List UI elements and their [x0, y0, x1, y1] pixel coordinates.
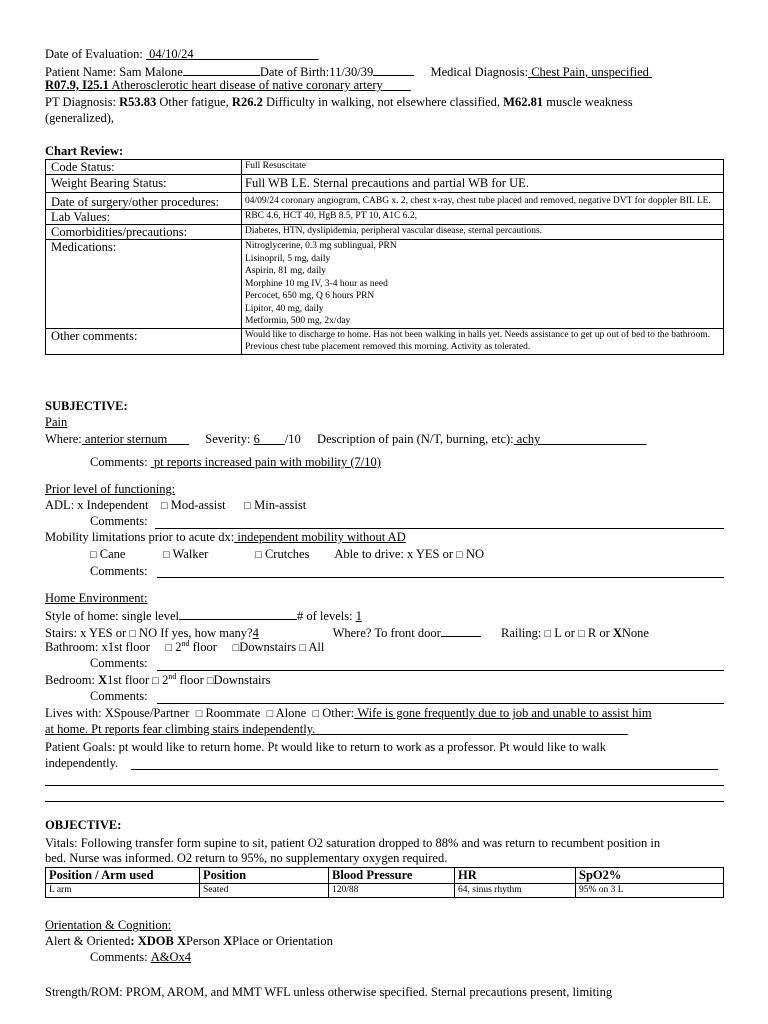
bathroom-2nd-checkbox[interactable]: □ — [165, 642, 173, 654]
person-mark[interactable]: X — [176, 934, 186, 948]
assistive-device-line — [90, 547, 484, 563]
drive-label: Able to drive: x YES or — [334, 547, 454, 561]
severity-value — [254, 432, 285, 446]
adl-mod-checkbox[interactable]: □ — [160, 500, 168, 512]
pain-where-line — [45, 432, 647, 447]
adl-independent-option[interactable]: x Independent — [77, 498, 149, 512]
railing-none-mark[interactable]: X — [612, 626, 622, 640]
col-header-hr: HR — [455, 868, 576, 884]
bedroom-comments-rule[interactable] — [157, 703, 724, 704]
icd-codes: R07.9, I25.1 — [45, 78, 109, 92]
patient-goals-text: Patient Goals: pt would like to return home. Pt would like to return to work as a professor. Pt would like to walk — [45, 740, 607, 754]
adl-mod-label: Mod-assist — [170, 498, 226, 512]
pain-comment-text: pt reports increased pain with mobility (7/10) — [153, 455, 381, 469]
medical-diagnosis-label: Medical Diagnosis: — [430, 65, 529, 79]
comorbidities-value: Diabetes, HTN, dyslipidemia, peripheral vascular disease, sternal percautions. — [242, 225, 724, 240]
pain-heading: Pain — [45, 415, 68, 429]
icd-line-underlined — [45, 78, 411, 92]
pt-dx-desc-1: Other fatigue, — [159, 95, 229, 109]
bathroom-comments-line — [90, 656, 148, 671]
patient-goals-line — [45, 740, 606, 755]
icd-line — [45, 78, 411, 93]
medication-item: Lisinopril, 5 mg, daily — [245, 253, 331, 264]
pt-dx-desc-3: muscle weakness — [546, 95, 633, 109]
patient-name-fill — [183, 63, 260, 76]
cell-arm: L arm — [46, 884, 200, 898]
comments-label: Comments: — [90, 564, 148, 578]
adl-min-checkbox[interactable]: □ — [244, 500, 252, 512]
home-style-line — [45, 607, 507, 624]
dob-label: Date of Birth: — [259, 65, 330, 79]
patient-goals-line-2 — [45, 756, 118, 771]
bathroom-all-label: All — [308, 640, 325, 654]
dob-value: 11/30/39 — [329, 65, 374, 79]
patient-goals-text-2: independently. — [45, 756, 119, 770]
other-text-2: at home. Pt reports fear climbing stairs independently. — [45, 722, 316, 736]
levels-label: # of levels: — [297, 609, 353, 623]
medication-item: Aspirin, 81 mg, daily — [245, 266, 327, 276]
home-environment-heading: Home Environment: — [45, 591, 148, 605]
walker-label: Walker — [172, 547, 209, 561]
eval-date-value — [146, 47, 319, 61]
orientation-heading: Orientation & Cognition: — [45, 918, 172, 932]
weight-bearing-label: Weight Bearing Status: — [46, 175, 242, 193]
bedroom-2nd-checkbox[interactable]: □ — [152, 675, 159, 687]
bedroom-1st-label: 1st floor — [107, 673, 150, 687]
eval-date-text: 04/10/24 — [149, 47, 194, 61]
eval-date-line — [45, 47, 319, 62]
comments-label: Comments: — [90, 656, 148, 670]
mobility-value — [234, 530, 702, 545]
bedroom-1st-mark[interactable]: X — [98, 673, 108, 687]
bathroom-2nd-suffix: nd — [181, 638, 190, 648]
medication-item: Percocet, 650 mg, Q 6 hours PRN — [245, 291, 375, 301]
railing-l-label: L or — [554, 626, 575, 640]
pain-description-label: Description of pain (N/T, burning, etc): — [317, 432, 514, 446]
cell-position: Seated — [200, 884, 329, 898]
other-checkbox[interactable]: □ — [312, 708, 320, 720]
pain-description-value — [514, 432, 647, 446]
comments-label: Comments: — [90, 950, 148, 964]
mobility-comments-rule[interactable] — [157, 577, 724, 578]
cell-spo2: 95% on 3 L — [576, 884, 724, 898]
objective-title: OBJECTIVE: — [45, 818, 122, 832]
table-header-row — [46, 868, 724, 884]
pt-dx-desc-2: Difficulty in walking, not elsewhere classified, — [265, 95, 501, 109]
cane-label: Cane — [99, 547, 126, 561]
medication-item: Metformin, 500 mg, 2x/day — [245, 316, 351, 326]
cane-checkbox[interactable]: □ — [90, 549, 97, 561]
goals-rule-1[interactable] — [131, 769, 718, 770]
medication-item: Morphine 10 mg IV, 3-4 hour as need — [245, 278, 388, 289]
bathroom-downstairs-label: Downstairs — [239, 640, 297, 654]
surgery-value: 04/09/24 coronary angiogram, CABG x. 2, chest x-ray, chest tube placed and removed, negative DVT for doppler BIL LE. — [242, 193, 724, 210]
pt-diagnosis-line — [45, 95, 633, 110]
railing-label: Railing: — [501, 626, 542, 640]
place-mark[interactable]: X — [223, 934, 233, 948]
levels-value — [356, 609, 507, 624]
chart-review-title: Chart Review: — [45, 144, 124, 158]
other-value — [354, 706, 651, 720]
adl-line — [45, 498, 306, 514]
where-text: anterior sternum — [84, 432, 168, 446]
stairs-count-text: 4 — [252, 626, 259, 640]
bathroom-comments-rule[interactable] — [157, 670, 724, 671]
levels-text: 1 — [355, 609, 362, 623]
roommate-checkbox[interactable]: □ — [195, 708, 203, 720]
col-header-arm: Position / Arm used — [46, 868, 200, 884]
dob-fill — [373, 63, 414, 76]
chart-review-table — [45, 159, 724, 355]
bathroom-line — [45, 640, 324, 656]
pt-diagnosis-label: PT Diagnosis: — [45, 95, 116, 109]
comments-label: Comments: — [90, 514, 148, 528]
subjective-title: SUBJECTIVE: — [45, 399, 128, 413]
stairs-label: Stairs: x YES or — [45, 626, 127, 640]
crutches-checkbox[interactable]: □ — [255, 549, 262, 561]
medications-label: Medications: — [46, 240, 242, 329]
patient-name-value: Sam Malone — [119, 65, 183, 79]
eval-date-label: Date of Evaluation: — [45, 47, 143, 61]
adl-min-label: Min-assist — [254, 498, 307, 512]
bathroom-2nd-number: 2 — [175, 640, 182, 654]
medication-item: Lipitor, 40 mg, daily — [245, 303, 324, 314]
walker-checkbox[interactable]: □ — [162, 549, 170, 561]
home-style-fill — [179, 607, 297, 620]
pt-dx-code-3: M62.81 — [503, 95, 544, 109]
table-row — [46, 328, 724, 354]
orientation-comment-text: A&Ox4 — [150, 950, 192, 964]
mobility-label: Mobility limitations prior to acute dx: — [45, 530, 235, 544]
bedroom-comments-line — [90, 689, 148, 704]
alert-oriented-label: Alert & Oriented — [45, 934, 131, 948]
alert-colon: : — [130, 934, 135, 948]
home-style-label: Style of home: single level — [45, 609, 180, 623]
railing-r-label: R or — [587, 626, 610, 640]
dob-mark[interactable]: X — [137, 934, 147, 948]
where-label: Where: — [45, 432, 82, 446]
icd-description: Atherosclerotic heart disease of native coronary artery — [111, 78, 383, 92]
bedroom-2nd-label: floor — [179, 673, 204, 687]
other-comments-label: Other comments: — [46, 328, 242, 354]
orientation-comment-value — [151, 950, 717, 965]
place-option: Place — [232, 934, 260, 948]
col-header-spo2: SpO2% — [576, 868, 724, 884]
table-row — [46, 210, 724, 225]
plof-heading: Prior level of functioning: — [45, 482, 176, 496]
mobility-line — [45, 530, 702, 545]
bathroom-2nd-label: floor — [192, 640, 217, 654]
alone-checkbox[interactable]: □ — [266, 708, 274, 720]
code-status-value: Full Resuscitate — [242, 160, 724, 175]
severity-max: /10 — [284, 432, 301, 446]
comorbidities-label: Comorbidities/precautions: — [46, 225, 242, 240]
pt-diagnosis-line-2 — [45, 111, 114, 126]
severity-text: 6 — [253, 432, 260, 446]
bedroom-downstairs-label: Downstairs — [213, 673, 271, 687]
railing-l-checkbox[interactable]: □ — [544, 628, 552, 640]
lab-values-label: Lab Values: — [46, 210, 242, 225]
bedroom-downstairs-checkbox[interactable]: □ — [206, 675, 214, 687]
orientation-option: or Orientation — [259, 934, 333, 948]
bedroom-line — [45, 673, 271, 689]
alert-oriented-line — [45, 934, 333, 949]
drive-no-label: NO — [465, 547, 484, 561]
comments-label: Comments: — [90, 455, 148, 469]
bathroom-all-checkbox[interactable]: □ — [299, 642, 306, 654]
pt-dx-desc-3b: (generalized), — [45, 111, 115, 125]
stairs-where-label: Where? To front door — [332, 626, 441, 640]
cell-bp: 120/88 — [329, 884, 455, 898]
pain-comments-line — [90, 455, 715, 470]
table-row — [46, 160, 724, 175]
weight-bearing-value: Full WB LE. Sternal precautions and partial WB for UE. — [242, 175, 724, 193]
adl-label: ADL: — [45, 498, 75, 512]
where-value — [82, 432, 189, 446]
stairs-where-fill — [441, 624, 481, 637]
table-row — [46, 225, 724, 240]
bedroom-label: Bedroom: — [45, 673, 95, 687]
stairs-count-value — [253, 626, 333, 641]
bathroom-label: Bathroom: x1st floor — [45, 640, 150, 654]
table-row — [46, 240, 724, 329]
alone-label: Alone — [275, 706, 307, 720]
roommate-label: Roommate — [205, 706, 261, 720]
col-header-bp: Blood Pressure — [329, 868, 455, 884]
medication-item: Nitroglycerine, 0.3 mg sublingual, PRN — [245, 241, 397, 251]
surgery-label: Date of surgery/other procedures: — [46, 193, 242, 210]
other-value-line-2 — [45, 722, 628, 737]
severity-label: Severity: — [205, 432, 251, 446]
stairs-no-checkbox[interactable]: □ — [129, 628, 136, 640]
bedroom-2nd-number: 2 — [162, 673, 169, 687]
other-text: Wife is gone frequently due to job and unable to assist him — [357, 706, 652, 720]
table-row — [46, 884, 724, 898]
person-option: Person — [185, 934, 220, 948]
vitals-line-2: bed. Nurse was informed. O2 return to 95%, no supplementary oxygen required. — [45, 851, 448, 865]
medications-list — [242, 240, 724, 329]
code-status-label: Code Status: — [46, 160, 242, 175]
comments-label: Comments: — [90, 689, 148, 703]
vitals-line: Vitals: Following transfer form supine to sit, patient O2 saturation dropped to 88% and was return to recumbent position in — [45, 836, 661, 850]
lives-with-label: Lives with: XSpouse/Partner — [45, 706, 190, 720]
goals-rule-2[interactable] — [45, 785, 724, 786]
railing-r-checkbox[interactable]: □ — [578, 628, 585, 640]
adl-comments-line — [90, 514, 148, 529]
patient-name-label: Patient Name: — [45, 65, 117, 79]
pain-comment-value — [151, 455, 715, 470]
lives-with-line — [45, 706, 652, 722]
medical-diagnosis-text: Chest Pain, unspecified — [531, 65, 649, 79]
bedroom-2nd-suffix: nd — [168, 671, 177, 681]
bathroom-downstairs-checkbox[interactable]: □ — [232, 642, 240, 654]
orientation-comments-line — [90, 950, 717, 965]
drive-no-checkbox[interactable]: □ — [456, 549, 463, 561]
railing-none-label: None — [621, 626, 649, 640]
strength-rom-line: Strength/ROM: PROM, AROM, and MMT WFL unless otherwise specified. Sternal precautions present, limiting — [45, 985, 613, 999]
pt-dx-code-1: R53.83 — [119, 95, 157, 109]
table-row — [46, 175, 724, 193]
pain-description-text: achy — [516, 432, 541, 446]
vitals-table — [45, 867, 724, 898]
other-label: Other: — [322, 706, 355, 720]
other-comments-value: Would like to discharge to home. Has not been walking in halls yet. Needs assistance to get up out of bed to the bathroom. Previous chest tube placement removed this morning. Activity as tolerated. — [242, 328, 724, 354]
pt-dx-code-2: R26.2 — [231, 95, 263, 109]
lab-values-value: RBC 4.6, HCT 40, HgB 8.5, PT 10, A1C 6.2, — [242, 210, 724, 225]
mobility-comments-line — [90, 564, 148, 579]
crutches-label: Crutches — [264, 547, 310, 561]
cell-hr: 64, sinus rhythm — [455, 884, 576, 898]
table-row — [46, 193, 724, 210]
col-header-position: Position — [200, 868, 329, 884]
adl-comments-rule[interactable] — [155, 528, 724, 529]
mobility-text: independent mobility without AD — [237, 530, 406, 544]
stairs-no-label: NO If yes, how many? — [139, 626, 253, 640]
goals-rule-3[interactable] — [45, 801, 724, 802]
medical-diagnosis-value — [528, 65, 652, 79]
dob-option: DOB — [146, 934, 174, 948]
